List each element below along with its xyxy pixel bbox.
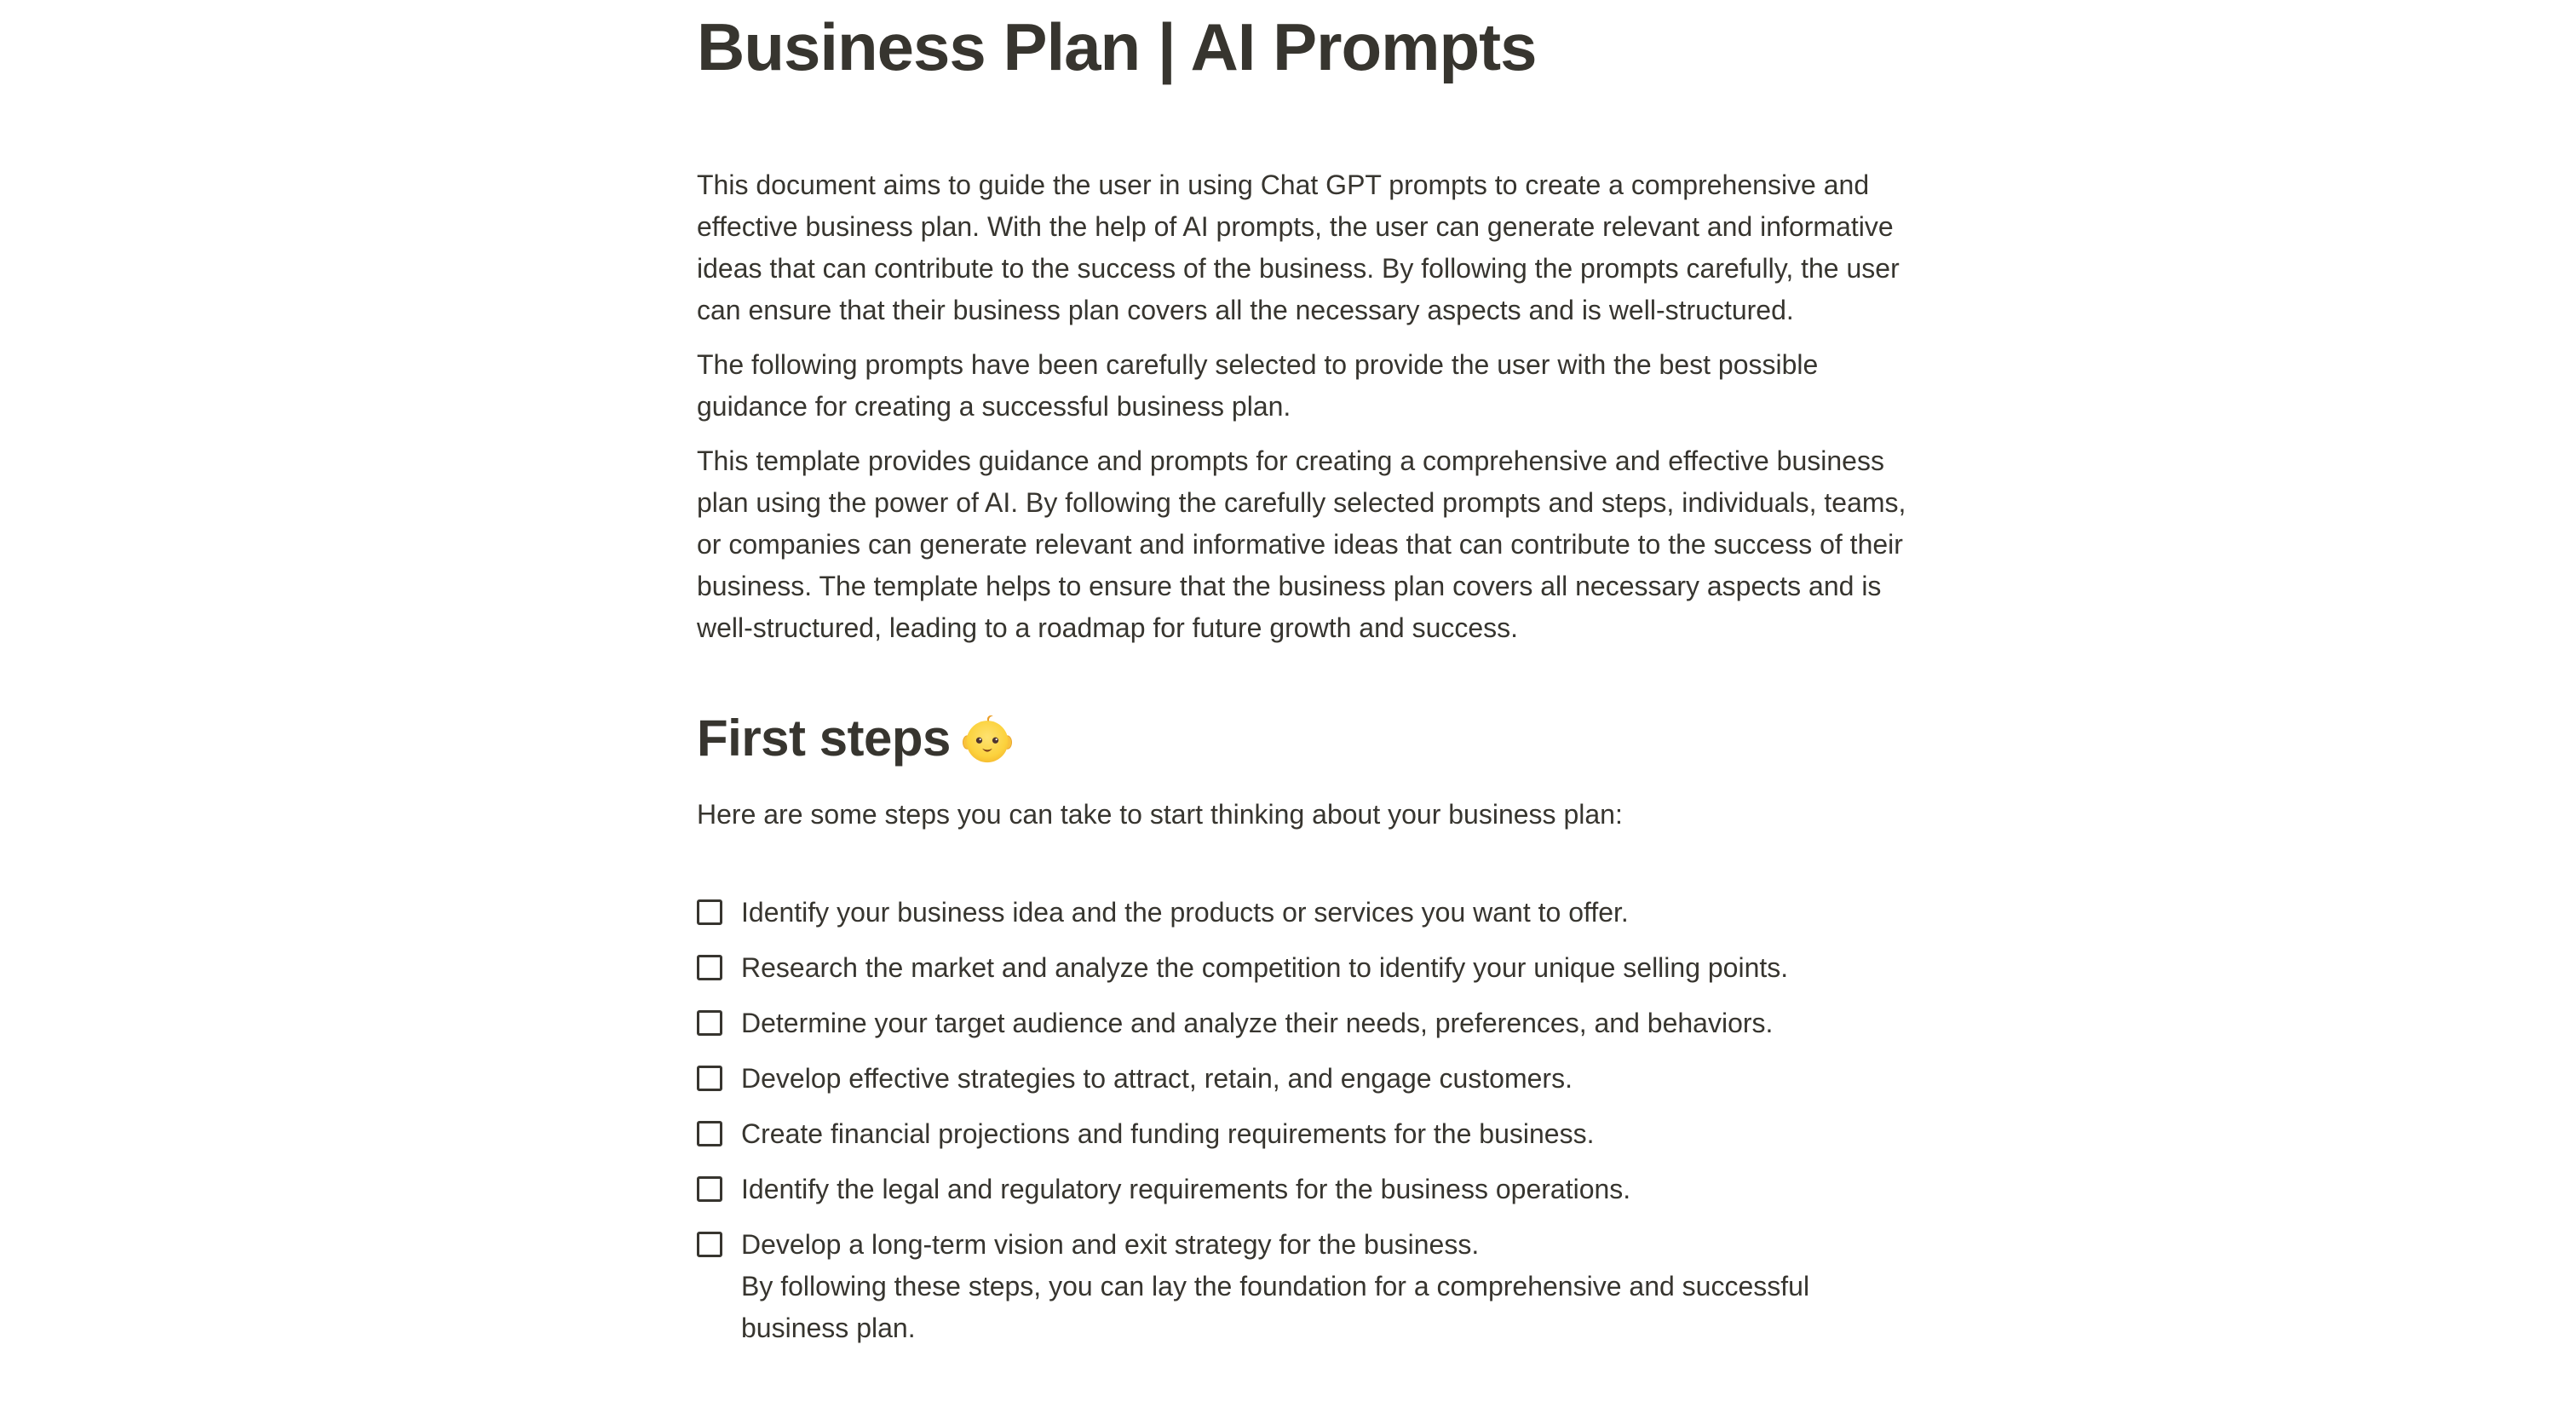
todo-label: Develop effective strategies to attract, retain, and engage customers. [741, 1063, 1573, 1095]
todo-item [697, 996, 1920, 1051]
section-heading-label: First steps [697, 710, 951, 767]
section-intro: Here are some steps you can take to start thinking about your business plan: [697, 799, 1623, 830]
todo-label: Identify the legal and regulatory requirements for the business operations. [741, 1174, 1631, 1205]
paragraph: This template provides guidance and prompts for creating a comprehensive and effective business plan using the power of AI. By following the carefully selected prompts and steps, individuals, teams, or companies can generate relevant and informative ideas that can contribute to the success of their business. The template helps to ensure that the business plan covers all necessary aspects and is well-structured, leading to a roadmap for future growth and success. [697, 445, 1906, 644]
todo-label: Create financial projections and funding requirements for the business. [741, 1118, 1595, 1150]
todo-item [697, 1162, 1920, 1217]
baby-emoji-icon [963, 714, 1012, 763]
document-page [697, 0, 1920, 1356]
todo-label: Research the market and analyze the competition to identify your unique selling points. [741, 952, 1789, 984]
todo-item [697, 885, 1920, 940]
checkbox-icon[interactable] [697, 899, 722, 925]
todo-label-with-continuation [741, 1224, 1920, 1349]
todo-label: Develop a long-term vision and exit strategy for the business. [741, 1229, 1480, 1261]
page-title: Business Plan | AI Prompts [697, 9, 1537, 84]
paragraph: This document aims to guide the user in using Chat GPT prompts to create a comprehensive and effective business plan. With the help of AI prompts, the user can generate relevant and informative ideas that can contribute to the success of the business. By following the prompts carefully, the user can ensure that their business plan covers all the necessary aspects and is well-structured. [697, 170, 1900, 326]
checkbox-icon[interactable] [697, 1010, 722, 1036]
todo-item [697, 1217, 1920, 1356]
section-heading-first-steps [697, 705, 1920, 772]
paragraph: The following prompts have been carefully selected to provide the user with the best possible guidance for creating a successful business plan. [697, 349, 1819, 422]
todo-item [697, 1106, 1920, 1162]
todo-item [697, 1051, 1920, 1106]
checkbox-icon[interactable] [697, 1066, 722, 1091]
checkbox-icon[interactable] [697, 1121, 722, 1146]
checkbox-icon[interactable] [697, 1176, 722, 1202]
todo-item [697, 940, 1920, 996]
intro-paragraphs [697, 164, 1920, 649]
checkbox-icon[interactable] [697, 1232, 722, 1257]
todo-continuation-text: By following these steps, you can lay the foundation for a comprehensive and successful business plan. [741, 1271, 1810, 1344]
todo-label: Identify your business idea and the products or services you want to offer. [741, 897, 1629, 928]
todo-label: Determine your target audience and analyze their needs, preferences, and behaviors. [741, 1008, 1774, 1039]
todo-list [697, 885, 1920, 1356]
checkbox-icon[interactable] [697, 955, 722, 980]
